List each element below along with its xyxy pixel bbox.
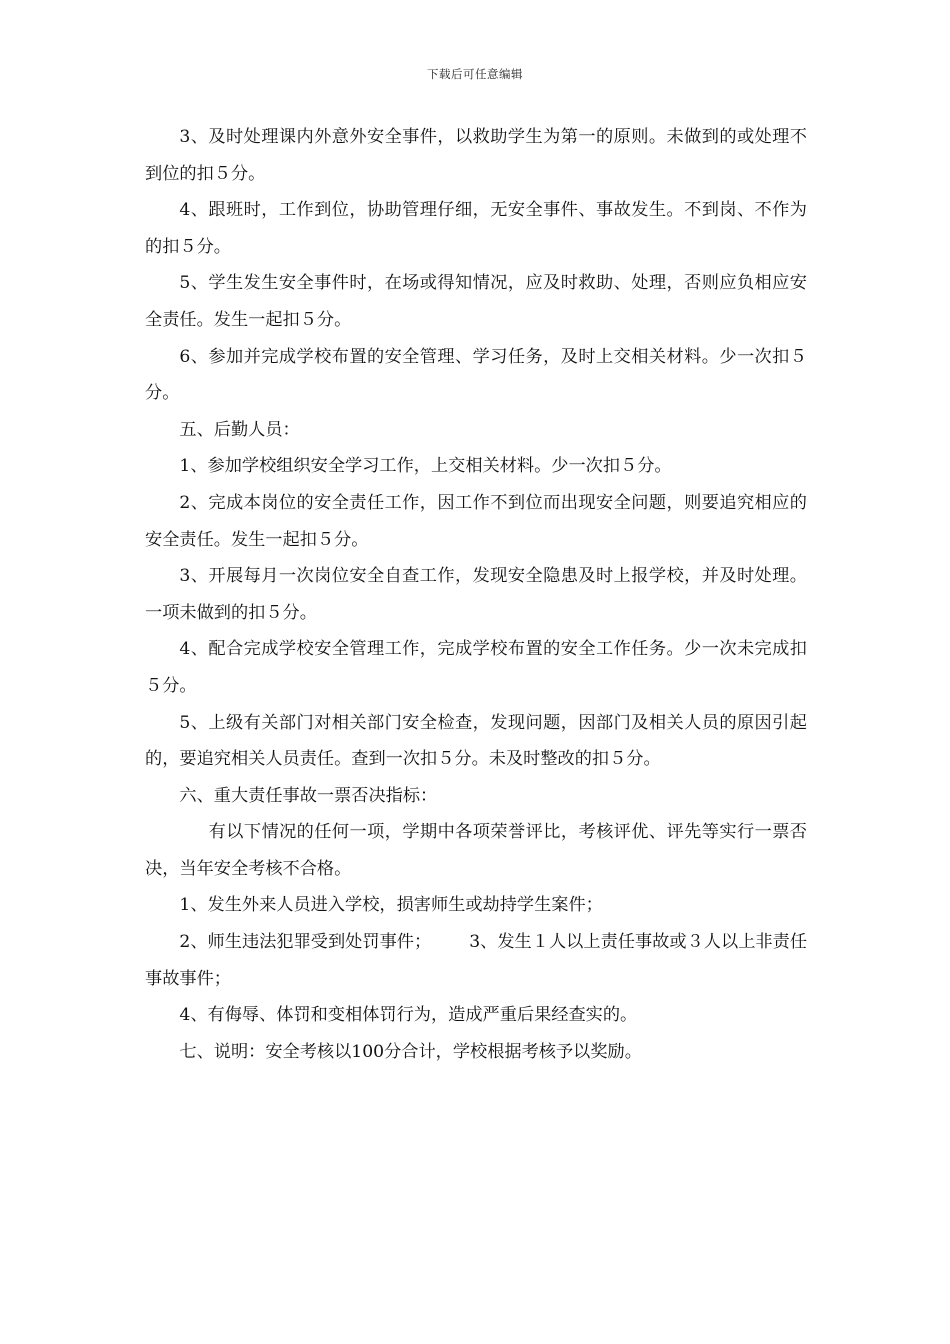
paragraph-teacher-item-3: 3、及时处理课内外意外安全事件，以救助学生为第一的原则。未做到的或处理不到位的扣５分。 — [145, 127, 807, 184]
paragraph-veto-intro: 有以下情况的任何一项，学期中各项荣誉评比，考核评优、评先等实行一票否决，当年安全考核不合格。 — [145, 822, 807, 879]
paragraph-logistics-item-1: 1、参加学校组织安全学习工作，上交相关材料。少一次扣５分。 — [179, 456, 672, 477]
veto-item-3: 3、发生１人以上责任事故或３人以上非责任事故事件； — [145, 932, 808, 989]
paragraph-veto-item-4: 4、有侮辱、体罚和变相体罚行为，造成严重后果经查实的。 — [179, 1005, 638, 1026]
paragraph-logistics-item-5: 5、上级有关部门对相关部门安全检查，发现问题，因部门及相关人员的原因引起的，要追究相关人员责任。查到一次扣５分。未及时整改的扣５分。 — [145, 712, 807, 770]
section-heading-explanation: 七、说明：安全考核以100分合计，学校根据考核予以奖励。 — [179, 1041, 642, 1062]
document-body — [145, 119, 807, 1070]
paragraph-veto-items-2-3 — [145, 924, 807, 997]
paragraph-logistics-item-2: 2、完成本岗位的安全责任工作，因工作不到位而出现安全问题，则要追究相应的安全责任。发生一起扣５分。 — [145, 492, 807, 550]
veto-item-2: 2、师生违法犯罪受到处罚事件； — [179, 932, 432, 953]
page-header: 下载后可任意编辑 — [427, 67, 523, 81]
paragraph-logistics-item-3: 3、开展每月一次岗位安全自查工作，发现安全隐患及时上报学校，并及时处理。一项未做到的扣５分。 — [145, 566, 807, 623]
paragraph-veto-item-1: 1、发生外来人员进入学校，损害师生或劫持学生案件； — [179, 895, 603, 916]
paragraph-teacher-item-5: 5、学生发生安全事件时，在场或得知情况，应及时救助、处理，否则应负相应安全责任。发生一起扣５分。 — [145, 273, 807, 330]
paragraph-teacher-item-6: 6、参加并完成学校布置的安全管理、学习任务，及时上交相关材料。少一次扣５分。 — [145, 346, 807, 404]
section-heading-veto: 六、重大责任事故一票否决指标： — [179, 785, 438, 806]
paragraph-teacher-item-4: 4、跟班时，工作到位，协助管理仔细，无安全事件、事故发生。不到岗、不作为的扣５分。 — [145, 200, 807, 257]
section-heading-logistics: 五、后勤人员： — [179, 419, 300, 440]
paragraph-logistics-item-4: 4、配合完成学校安全管理工作，完成学校布置的安全工作任务。少一次未完成扣５分。 — [145, 639, 807, 696]
